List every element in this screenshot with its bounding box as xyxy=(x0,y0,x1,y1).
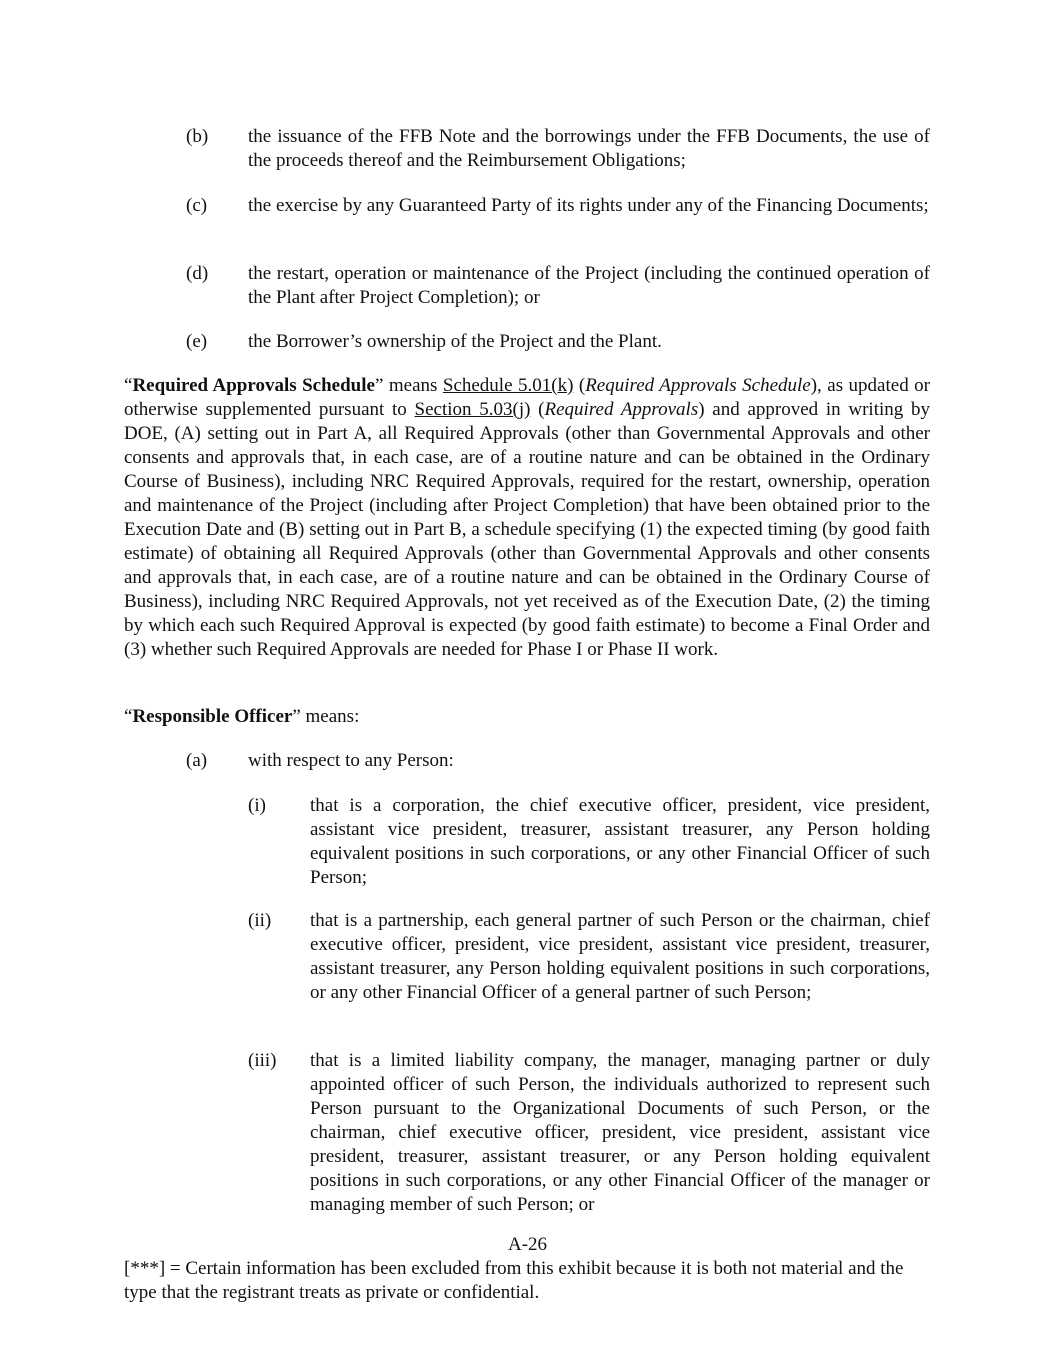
means-text: ” means xyxy=(374,375,443,396)
subclause-label: (ii) xyxy=(248,910,272,931)
clause-text: the restart, operation or maintenance of the Project (including the continued operation of the Plant after Project Completion); or xyxy=(248,263,930,308)
means-text: ” means: xyxy=(292,706,360,727)
defined-term: Required Approvals Schedule xyxy=(132,375,375,396)
schedule-title: Required Approvals Schedule xyxy=(585,375,811,396)
definition-text: ), as updated or otherwise supplemented pursuant to xyxy=(124,375,930,420)
clause-label: (e) xyxy=(186,331,208,352)
defined-term: Responsible Officer xyxy=(132,706,293,727)
open-quote: “ xyxy=(124,706,133,727)
clause-label: (a) xyxy=(186,750,208,771)
clause-text: the exercise by any Guaranteed Party of its rights under any of the Financing Documents; xyxy=(248,195,929,216)
subclause-label: (i) xyxy=(248,795,266,816)
open-quote: “ xyxy=(124,375,133,396)
clause-text: the issuance of the FFB Note and the borrowings under the FFB Documents, the use of the proceeds thereof and the Reimbursement Obligations; xyxy=(248,126,930,171)
responsible-officer-definition xyxy=(124,705,930,729)
clause-label: (c) xyxy=(186,195,208,216)
subclause-text: that is a partnership, each general partner of such Person or the chairman, chief executive officer, president, vice president, assistant vice president, treasurer, assistant treasurer, any Person holding equivalent positions in such corporations, or any other Financial Officer of a general partner of such Person; xyxy=(310,910,930,1003)
clause-label: (b) xyxy=(186,126,209,147)
section-title: Required Approvals xyxy=(544,399,699,420)
subclause-text: that is a limited liability company, the manager, managing partner or duly appointed officer of such Person, the individuals authorized to represent such Person pursuant to the Organizational Documents of such Person, or the chairman, chief executive officer, president, vice president, assistant vice president, treasurer, assistant treasurer, or any Person holding equivalent positions in such corporations, or any other Financial Officer of the manager or managing member of such Person; or xyxy=(310,1050,930,1215)
subclause-label: (iii) xyxy=(248,1050,277,1071)
clause-label: (d) xyxy=(186,263,209,284)
definition-text: ) and approved in writing by DOE, (A) setting out in Part A, all Required Approvals (other than Governmental Approvals and other consents and approvals that, in each case, are of a routine nature and can be obtained in the Ordinary Course of Business), including NRC Required Approvals, required for the restart, ownership, operation and maintenance of the Project (including after Project Completion) that have been obtained prior to the Execution Date and (B) setting out in Part B, a schedule specifying (1) the expected timing (by good faith estimate) of obtaining all Required Approvals (other than Governmental Approvals and other consents and approvals that, in each case, are of a routine nature and can be obtained in the Ordinary Course of Business), including NRC Required Approvals, not yet received as of the Execution Date, (2) the timing by which each such Required Approval is expected (by good faith estimate) to become a Final Order and (3) whether such Required Approvals are needed for Phase I or Phase II work. xyxy=(124,399,930,660)
section-reference: Section 5.03(j) xyxy=(414,399,531,420)
subclause-text: that is a corporation, the chief executive officer, president, vice president, assistant vice president, treasurer, assistant treasurer, any Person holding equivalent positions in such corporations, or any other Financial Officer of such Person; xyxy=(310,795,930,888)
clause-text: the Borrower’s ownership of the Project and the Plant. xyxy=(248,331,662,352)
confidentiality-footnote: [***] = Certain information has been excluded from this exhibit because it is both not material and the type that the registrant treats as private or confidential. xyxy=(124,1258,904,1303)
clause-text: with respect to any Person: xyxy=(248,750,454,771)
separator: ( xyxy=(573,375,586,396)
page-number: A-26 xyxy=(507,1234,548,1255)
schedule-reference: Schedule 5.01(k) xyxy=(442,375,574,396)
separator: ( xyxy=(530,399,545,420)
required-approvals-schedule-definition xyxy=(124,374,930,662)
